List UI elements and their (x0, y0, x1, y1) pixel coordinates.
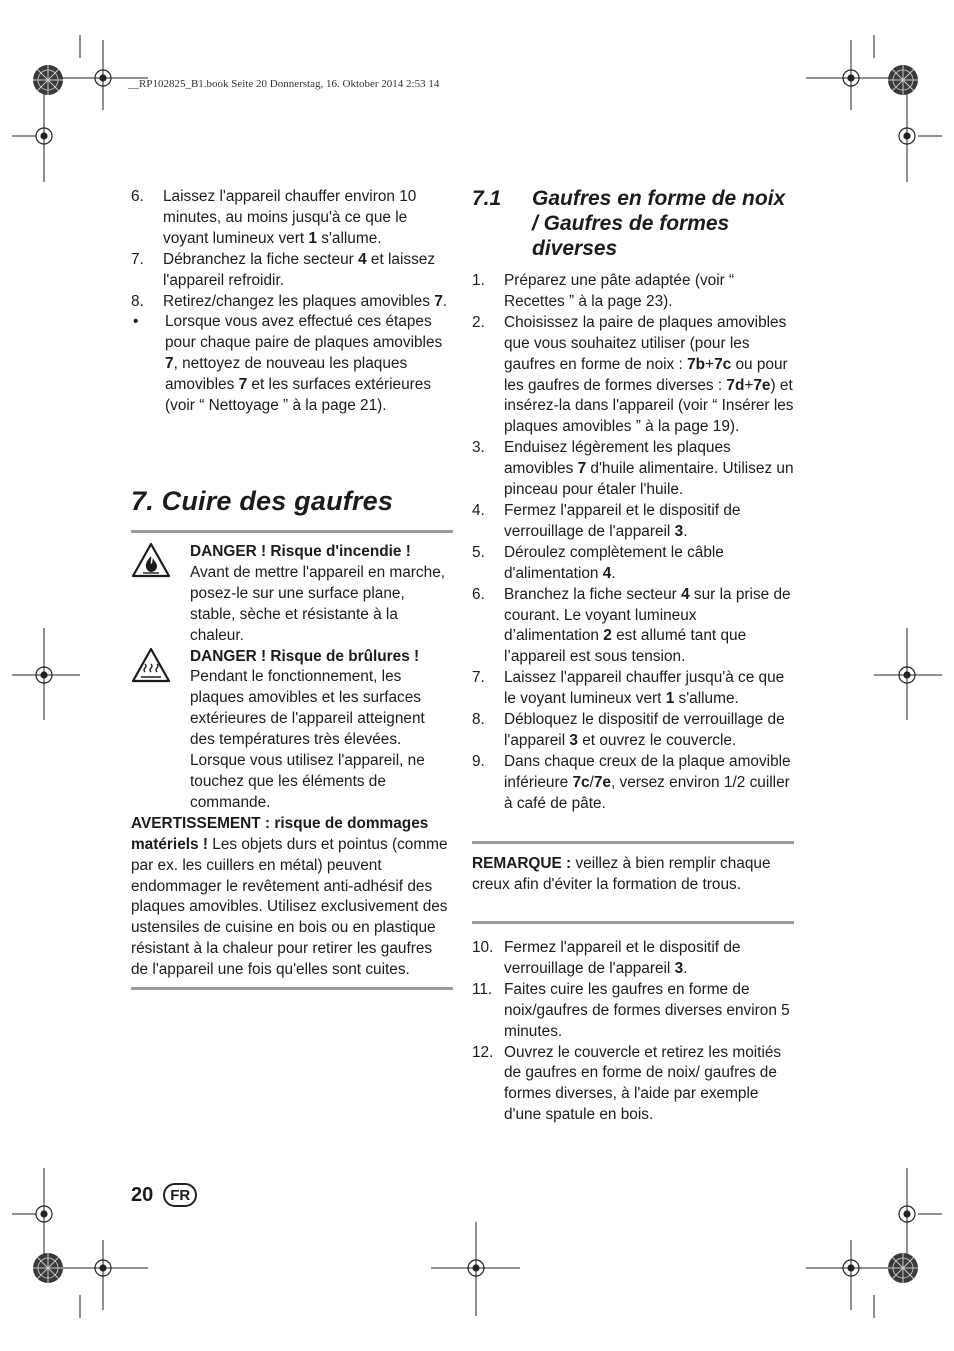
step-text (163, 250, 453, 292)
list-item (472, 980, 794, 1043)
list-item (472, 271, 794, 313)
step-number: 10. (472, 939, 494, 956)
chapter-rule (131, 530, 453, 533)
warnings (131, 542, 453, 990)
step-text-part: Choisissez la paire de plaques amovibles que vous souhaitez utiliser (pour les gaufres en forme de noix : (504, 313, 787, 373)
part-reference: 4 (358, 250, 367, 268)
step-text (504, 543, 794, 585)
right-steps-list-2 (472, 938, 794, 1126)
step-text-part: + (705, 355, 715, 373)
list-item (131, 187, 453, 250)
list-item (472, 585, 794, 669)
list-item (472, 313, 794, 438)
part-reference: 1 (665, 690, 675, 708)
step-text-part: / (589, 773, 594, 791)
step-text-part: et les surfaces extérieures (voir “ Nettoyage ” à la page 21). (165, 376, 432, 415)
left-steps-list (131, 187, 453, 417)
fire-warning-heading: DANGER ! Risque d'incendie ! (190, 543, 411, 560)
list-item (131, 292, 453, 313)
color-target-icon (33, 1253, 63, 1283)
step-text-part: Branchez la fiche secteur (504, 585, 682, 603)
step-number: 9. (472, 752, 485, 770)
step-text-part: Ouvrez le couvercle et retirez les moitiés de gaufres en forme de noix/ gaufres de formes diverses, à l'aide par exemple d'une spatule en bois. (504, 1043, 782, 1124)
step-text-part: Retirez/changez les plaques amovibles (163, 292, 435, 310)
step-text-part: s'allume. (674, 690, 739, 708)
step-number: 6. (131, 188, 144, 205)
list-item (131, 250, 453, 292)
step-text-part: . (442, 292, 448, 310)
part-reference: 4 (602, 564, 612, 582)
step-number: 1. (472, 272, 485, 289)
warning-bottom-rule (131, 987, 453, 990)
step-number: 3. (472, 439, 485, 457)
step-number: 7. (472, 669, 485, 687)
step-text-part: Dans chaque creux de la plaque amovible inférieure (504, 752, 791, 791)
step-text (504, 313, 794, 438)
fire-warning (131, 542, 453, 647)
step-text (163, 187, 453, 250)
burn-warning-text (190, 647, 453, 814)
list-item (472, 938, 794, 980)
step-text-part: Débranchez la fiche secteur (163, 250, 359, 268)
step-text-part: + (744, 376, 754, 394)
color-target-icon (888, 1253, 918, 1283)
damage-warning-body: Les objets durs et pointus (comme par ex. les cuillers en métal) peuvent endommager le revêtement anti-adhésif des plaques amovibles. Utilisez exclusivement des ustensiles de cuisine en bois ou en plastique résistant à la chaleur pour retirer les gaufres de l'appareil une fois qu'elles sont cuites. (131, 835, 448, 979)
step-text-part: Débloquez le dispositif de verrouillage de l'appareil (504, 711, 785, 749)
hot-surface-warning-icon (131, 647, 190, 814)
burn-warning (131, 647, 453, 814)
step-text-part: . (683, 522, 688, 540)
step-text-part: Fermez l'appareil et le dispositif de verrouillage de l'appareil (504, 501, 741, 540)
step-text-part: , nettoyez de nouveau les plaques amovibles (165, 355, 408, 394)
list-item (472, 438, 794, 501)
part-reference: 7e (593, 773, 611, 791)
part-reference: 1 (308, 229, 317, 247)
remark-label: REMARQUE : (472, 855, 572, 872)
step-text-part: Laissez l'appareil chauffer jusqu'à ce que le voyant lumineux vert (504, 669, 785, 708)
part-reference: 2 (603, 627, 612, 645)
step-number: 6. (472, 585, 485, 603)
list-item (472, 710, 794, 752)
part-reference: 7c (714, 355, 732, 373)
remark-text: veillez à bien remplir chaque creux afin d'éviter la formation de trous. (472, 855, 771, 893)
step-number: 5. (472, 543, 485, 561)
step-text (504, 585, 794, 669)
part-reference: 7 (165, 355, 174, 373)
chapter-title: 7. Cuire des gaufres (131, 486, 394, 516)
right-column (472, 271, 794, 815)
step-text-part: Fermez l'appareil et le dispositif de verrouillage de l'appareil (504, 939, 741, 977)
step-text-part: Préparez une pâte adaptée (voir “ Recettes ” à la page 23). (504, 272, 735, 310)
damage-warning-heading: AVERTISSEMENT : risque de dommages matériels ! (131, 814, 429, 853)
remark-bottom-rule (472, 921, 794, 924)
fire-warning-icon (131, 542, 190, 647)
step-number: 8. (131, 292, 144, 310)
list-item (131, 312, 453, 417)
step-text (504, 668, 794, 710)
print-header: __RP102825_B1.book Seite 20 Donnerstag, 16. Oktober 2014 2:53 14 (128, 78, 440, 90)
part-reference: 7 (238, 376, 248, 394)
color-target-icon (888, 65, 918, 95)
step-text-part: ) et insérez-la dans l'appareil (voir “ Insérer les plaques amovibles ” à la page 19). (504, 376, 794, 436)
list-item (472, 1043, 794, 1127)
right-steps-list (472, 271, 794, 815)
color-target-icon (33, 65, 63, 95)
step-text (504, 938, 794, 980)
step-text-part: Faites cuire les gaufres en forme de noix/gaufres de formes diverses environ 5 minutes. (504, 980, 790, 1040)
step-text (504, 710, 794, 752)
step-text-part: Enduisez légèrement les plaques amovibles (504, 439, 731, 478)
section-title-text: Gaufres en forme de noix / Gaufres de formes diverses (532, 187, 786, 260)
section-title (472, 186, 794, 261)
step-text (165, 312, 453, 417)
part-reference: 4 (681, 585, 690, 603)
part-reference: 3 (674, 959, 684, 977)
step-text-part: sur la prise de courant. Le voyant lumineux d’alimentation (504, 585, 791, 645)
step-text (504, 752, 794, 815)
part-reference: 3 (674, 522, 684, 540)
step-number: 11. (472, 980, 493, 998)
step-number: 12. (472, 1043, 494, 1061)
step-text-part: Déroulez complètement le câble d'alimentation (504, 543, 724, 582)
step-number: 4. (472, 501, 485, 519)
part-reference: 7e (753, 376, 771, 394)
step-text-part: . (611, 564, 616, 582)
step-number: 7. (131, 250, 144, 268)
language-badge: FR (163, 1183, 197, 1207)
step-text-part: , versez environ 1/2 cuiller à café de pâte. (504, 773, 790, 812)
list-item (472, 668, 794, 710)
part-reference: 7 (434, 292, 443, 310)
part-reference: 3 (569, 731, 578, 749)
step-text (504, 501, 794, 543)
section-number: 7.1 (472, 187, 502, 210)
step-text-part: Laissez l'appareil chauffer environ 10 minutes, au moins jusqu'à ce que le voyant lumineux vert (163, 188, 417, 247)
damage-warning (131, 814, 453, 981)
step-text-part: . (683, 959, 688, 977)
step-text (504, 271, 794, 313)
part-reference: 7d (726, 376, 745, 394)
part-reference: 7c (572, 773, 590, 791)
step-text (504, 980, 794, 1043)
step-text-part: ou pour les gaufres de formes diverses : (504, 355, 788, 394)
left-column (131, 187, 453, 417)
list-item (472, 501, 794, 543)
burn-warning-body: Pendant le fonctionnement, les plaques amovibles et les surfaces extérieures de l'appareil atteignent des températures très élevées. Lorsque vous utilisez l'appareil, ne touchez que les éléments de commande. (190, 668, 425, 811)
part-reference: 7 (577, 460, 587, 478)
step-text-part: d'huile alimentaire. Utilisez un pinceau pour étaler l'huile. (504, 460, 794, 499)
fire-warning-body: Avant de mettre l'appareil en marche, posez-le sur une surface plane, stable, sèche et résistante à la chaleur. (190, 563, 446, 644)
right-column-continued (472, 938, 794, 1126)
step-number: • (133, 313, 139, 331)
fire-warning-text (190, 542, 453, 647)
list-item (472, 752, 794, 815)
step-text-part: et laissez l'appareil refroidir. (163, 250, 436, 289)
step-text (163, 292, 453, 313)
list-item (472, 543, 794, 585)
burn-warning-heading: DANGER ! Risque de brûlures ! (190, 647, 420, 665)
part-reference: 7b (687, 355, 706, 373)
step-number: 2. (472, 313, 485, 331)
step-text-part: et ouvrez le couvercle. (577, 731, 737, 749)
step-text-part: est allumé tant que l’appareil est sous tension. (504, 627, 747, 666)
page-number: 20 (131, 1183, 154, 1206)
page-footer (131, 1183, 197, 1207)
step-number: 8. (472, 711, 485, 729)
remark-top-rule (472, 841, 794, 844)
remark (472, 854, 794, 896)
step-text-part: Lorsque vous avez effectué ces étapes pour chaque paire de plaques amovibles (165, 313, 443, 352)
step-text (504, 438, 794, 501)
step-text (504, 1043, 794, 1127)
step-text-part: s'allume. (317, 229, 382, 247)
